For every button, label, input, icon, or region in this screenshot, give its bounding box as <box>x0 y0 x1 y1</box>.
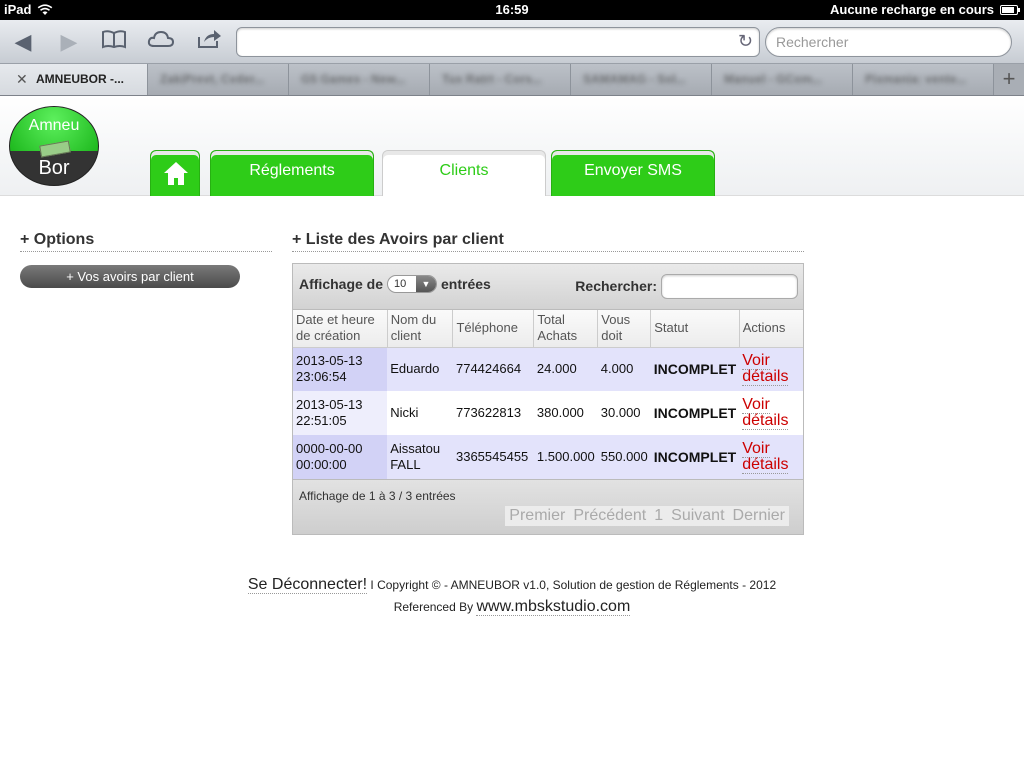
search-label: Rechercher: <box>575 278 657 294</box>
tab-home[interactable] <box>150 150 200 196</box>
footer-line-2 <box>0 598 1024 616</box>
length-select[interactable] <box>387 275 437 293</box>
browser-tab-strip <box>0 64 1024 96</box>
ios-status-bar <box>0 0 1024 20</box>
length-control <box>299 275 491 293</box>
pager-next[interactable]: Suivant <box>671 507 725 524</box>
voir-details-link[interactable]: Voir détails <box>742 352 789 386</box>
battery-status-text: Aucune recharge en cours <box>830 2 994 17</box>
column-header-total[interactable]: Total Achats <box>534 310 598 347</box>
cell-phone: 773622813 <box>453 391 534 435</box>
cell-owes: 4.000 <box>598 347 651 391</box>
table-row <box>293 391 803 435</box>
table-info: Affichage de 1 à 3 / 3 entrées <box>299 489 456 503</box>
clock: 16:59 <box>495 2 529 17</box>
logo-text-top: Amneu <box>28 117 80 134</box>
status-badge: INCOMPLET <box>651 347 739 391</box>
search-field[interactable]: Rechercher <box>765 27 1012 57</box>
forward-icon[interactable]: ▶ <box>60 29 78 54</box>
pager-previous[interactable]: Précédent <box>573 507 647 524</box>
options-title: + Options <box>20 231 272 252</box>
logout-link[interactable]: Se Déconnecter! <box>247 576 368 593</box>
tab-label: AMNEUBOR -... <box>36 72 124 86</box>
tab-envoyer-sms[interactable]: Envoyer SMS <box>551 150 715 196</box>
cell-name: Eduardo <box>387 347 453 391</box>
device-name: iPad <box>4 2 32 17</box>
copyright-text: I Copyright © - AMNEUBOR v1.0, Solution de gestion de Réglements - 2012 <box>370 578 777 592</box>
cell-owes: 30.000 <box>598 391 651 435</box>
voir-details-link[interactable]: Voir détails <box>742 440 789 473</box>
browser-tab[interactable]: Pixmania: vente... <box>853 64 994 95</box>
column-header-name[interactable]: Nom du client <box>387 310 453 347</box>
cell-total: 24.000 <box>534 347 598 391</box>
cell-action <box>739 435 803 479</box>
cell-total: 1.500.000 <box>534 435 598 479</box>
new-tab-icon[interactable]: + <box>1002 66 1016 91</box>
cell-action <box>739 347 803 391</box>
voir-details-link[interactable]: Voir détails <box>742 396 789 429</box>
vos-avoirs-button[interactable]: + Vos avoirs par client <box>20 265 240 288</box>
length-value: 10 <box>394 278 407 290</box>
cell-total: 380.000 <box>534 391 598 435</box>
browser-tab[interactable]: SAMAMAG - Sol... <box>571 64 712 95</box>
pager-page[interactable]: 1 <box>654 507 664 524</box>
cell-name: Aissatou FALL <box>387 435 453 479</box>
datatable-toolbar <box>293 264 803 310</box>
column-header-date[interactable]: Date et heure de création <box>293 310 387 347</box>
logo-text-bottom: Bor <box>38 157 70 179</box>
pager-last[interactable]: Dernier <box>732 507 785 524</box>
chevron-down-icon: ▼ <box>416 276 436 292</box>
mbskstudio-link[interactable]: www.mbskstudio.com <box>476 598 631 615</box>
home-icon <box>162 159 190 187</box>
status-badge: INCOMPLET <box>651 435 739 479</box>
length-suffix: entrées <box>441 276 491 292</box>
amneubor-logo[interactable] <box>9 106 99 186</box>
pager-first[interactable]: Premier <box>509 507 566 524</box>
status-badge: INCOMPLET <box>651 391 739 435</box>
cell-date: 2013-05-13 22:51:05 <box>293 391 387 435</box>
column-header-status[interactable]: Statut <box>651 310 739 347</box>
browser-tab[interactable]: Tux Ratrt - Cors... <box>430 64 571 95</box>
tab-reglements[interactable]: Réglements <box>210 150 374 196</box>
length-prefix: Affichage de <box>299 276 384 292</box>
datatable-footer <box>293 479 803 534</box>
cell-name: Nicki <box>387 391 453 435</box>
column-header-phone[interactable]: Téléphone <box>453 310 534 347</box>
cell-phone: 774424664 <box>453 347 534 391</box>
referenced-by-label: Referenced By <box>393 600 474 614</box>
column-header-actions[interactable]: Actions <box>739 310 803 347</box>
icloud-tabs-icon[interactable] <box>146 28 176 56</box>
bookmarks-icon[interactable] <box>99 28 129 56</box>
cell-date: 2013-05-13 23:06:54 <box>293 347 387 391</box>
cell-owes: 550.000 <box>598 435 651 479</box>
reload-icon[interactable]: ↻ <box>737 31 753 51</box>
clients-table <box>293 310 803 479</box>
cell-action <box>739 391 803 435</box>
browser-tab[interactable]: ZakiPrevt, Cvder... <box>148 64 289 95</box>
browser-tab[interactable]: G5 Games - New... <box>289 64 430 95</box>
cell-date: 0000-00-00 00:00:00 <box>293 435 387 479</box>
cell-phone: 3365545455 <box>453 435 534 479</box>
back-icon[interactable]: ◀ <box>14 29 32 54</box>
browser-tab[interactable]: Manuel - GCom... <box>712 64 853 95</box>
tab-clients[interactable]: Clients <box>382 150 546 196</box>
browser-tab-active[interactable] <box>0 64 148 95</box>
table-search-input[interactable] <box>661 274 798 299</box>
clients-datatable <box>292 263 804 535</box>
column-header-owes[interactable]: Vous doit <box>598 310 651 347</box>
browser-toolbar <box>0 20 1024 64</box>
list-title: + Liste des Avoirs par client <box>292 231 804 252</box>
url-field[interactable] <box>236 27 760 57</box>
close-tab-icon[interactable]: ✕ <box>16 71 28 87</box>
pagination <box>505 506 789 526</box>
table-row <box>293 435 803 479</box>
battery-icon <box>1000 5 1018 15</box>
share-icon[interactable] <box>194 28 224 56</box>
table-row <box>293 347 803 391</box>
footer-line-1 <box>0 576 1024 594</box>
